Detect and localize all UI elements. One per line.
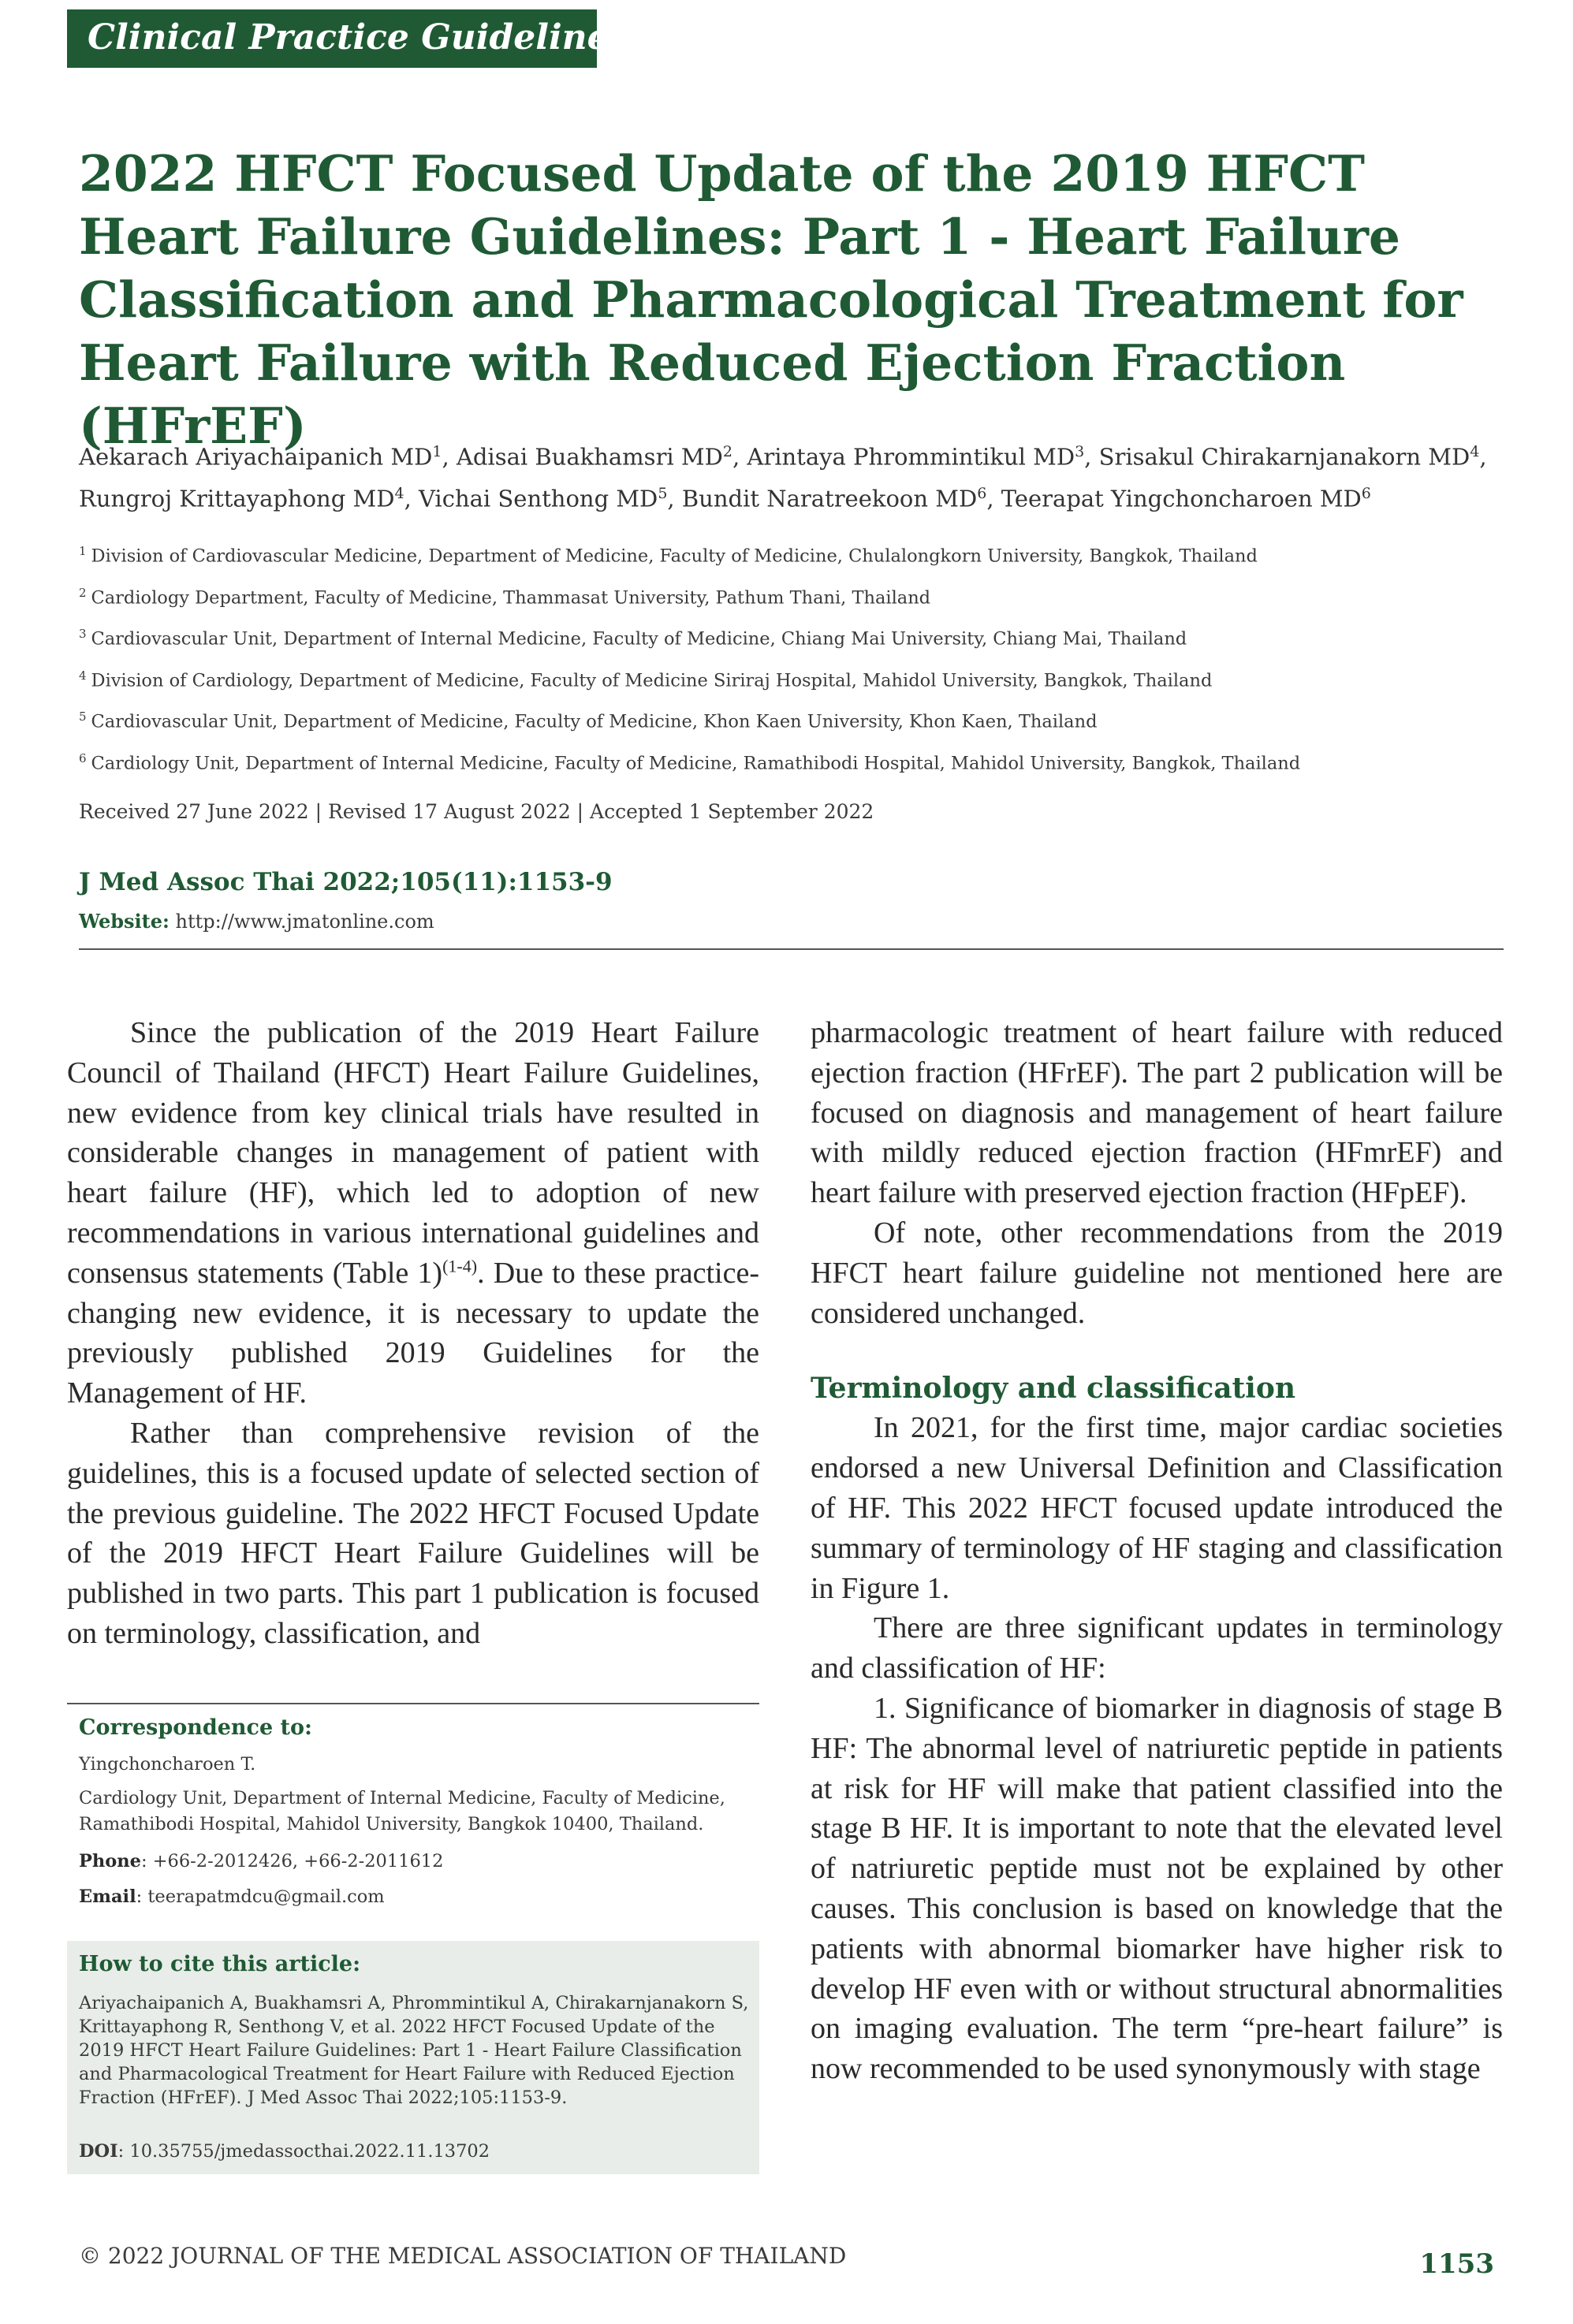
body-paragraph: Of note, other recommendations from the 2019 HFCT heart failure guideline not mentioned here are considered unchanged.	[811, 1216, 1503, 1330]
article-type-label: Clinical Practice Guideline	[88, 17, 609, 58]
body-paragraph: 1. Significance of biomarker in diagnosis of stage B HF: The abnormal level of natriuretic peptide in patients at risk for HF will make that patient classified into the stage B HF. It is important to note that the elevated level of natriuretic peptide must not be explained by other causes. This conclusion is based on knowledge that the patients with abnormal biomarker have higher risk to develop HF even with or without structural abnormalities on imaging evaluation. The term “pre-heart failure” is now recommended to be used synonymously with stage	[811, 1691, 1503, 2086]
author-affiliation-mark: 1	[432, 443, 442, 460]
affiliation-item	[79, 616, 1530, 657]
affiliation-number: 5	[79, 709, 87, 724]
author-name: Aekarach Ariyachaipanich MD	[79, 443, 433, 471]
article-title: 2022 HFCT Focused Update of the 2019 HFCT Heart Failure Guidelines: Part 1 - Heart Failure Classification and Pharmacological Treatment for Heart Failure with Reduced Ejection Fraction (HFrEF)	[79, 144, 1463, 455]
correspondence-name: Yingchoncharoen T.	[79, 1754, 256, 1775]
affiliation-item	[79, 575, 1530, 616]
affiliation-text: Cardiovascular Unit, Department of Internal Medicine, Faculty of Medicine, Chiang Mai University, Chiang Mai, Thailand	[91, 628, 1187, 650]
affiliation-text: Division of Cardiology, Department of Medicine, Faculty of Medicine Siriraj Hospital, Mahidol University, Bangkok, Thailand	[91, 670, 1213, 691]
author-name: Bundit Naratreekoon MD	[681, 485, 978, 512]
paragraph-text: Since the publication of the 2019 Heart Failure Council of Thailand (HFCT) Heart Failure Guidelines, new evidence from key clinical trials have resulted in considerable changes in management of patient with heart failure (HF), which led to adoption of new recommendations in various international guidelines and consensus statements (Table 1)	[67, 1016, 759, 1290]
phone-value: : +66-2-2012426, +66-2-2011612	[140, 1851, 444, 1871]
author-name: Rungroj Krittayaphong MD	[79, 485, 395, 512]
how-to-cite-heading: How to cite this article:	[79, 1952, 361, 1976]
doi-line	[79, 2140, 490, 2163]
journal-website	[79, 908, 434, 935]
author-name: Srisakul Chirakarnjanakorn MD	[1098, 443, 1470, 471]
affiliation-text: Division of Cardiovascular Medicine, Department of Medicine, Faculty of Medicine, Chulalongkorn University, Bangkok, Thailand	[91, 546, 1258, 567]
section-heading: Terminology and classification	[811, 1372, 1296, 1406]
journal-citation: J Med Assoc Thai 2022;105(11):1153-9	[79, 868, 613, 896]
correspondence-email	[79, 1884, 757, 1910]
body-left-column	[67, 1013, 759, 1654]
affiliation-text: Cardiology Unit, Department of Internal Medicine, Faculty of Medicine, Ramathibodi Hospital, Mahidol University, Bangkok, Thailand	[91, 753, 1301, 773]
author-affiliation-mark: 6	[1361, 484, 1371, 502]
website-link[interactable]: http://www.jmatonline.com	[175, 911, 434, 933]
correspondence-address: Cardiology Unit, Department of Internal Medicine, Faculty of Medicine, Ramathibodi Hospital, Mahidol University, Bangkok 10400, Thailand.	[79, 1788, 725, 1834]
author-list: Aekarach Ariyachaipanich $MD^1$, Adisai Buakhamsri $MD^2$, Arintaya Phrommintikul $MD^3$, Srisakul Chirakarnjanakorn $MD^4$, Rungroj Krittayaphong $MD^4$, Vichai Senthong $MD^5$, Bundit Naratreekoon $MD^6$, Teerapat Yingchoncharoen $MD^6$	[79, 443, 1487, 512]
body-paragraph	[67, 1013, 759, 1413]
citation-ref[interactable]: (1-4)	[442, 1256, 478, 1276]
affiliation-number: 2	[79, 585, 87, 600]
body-paragraph: Rather than comprehensive revision of the guidelines, this is a focused update of selected section of the previous guideline. The 2022 HFCT Focused Update of the 2019 HFCT Heart Failure Guidelines will be published in two parts. This part 1 publication is focused on terminology, classification, and	[67, 1416, 759, 1650]
affiliation-list	[79, 533, 1530, 781]
affiliation-number: 1	[79, 544, 87, 558]
affiliation-number: 4	[79, 668, 87, 683]
author-affiliation-mark: 3	[1075, 443, 1085, 460]
email-label: Email	[79, 1886, 136, 1907]
author-name: Arintaya Phrommintikul MD	[747, 443, 1075, 471]
body-right-column	[811, 1013, 1503, 2089]
section-spacer	[811, 1333, 1503, 1369]
affiliation-text: Cardiology Department, Faculty of Medicine, Thammasat University, Pathum Thani, Thailand	[91, 587, 931, 608]
author-name: Adisai Buakhamsri MD	[456, 443, 723, 471]
author-affiliation-mark: 4	[394, 484, 404, 502]
author-affiliation-mark: 2	[722, 443, 732, 460]
article-type-banner	[67, 9, 609, 68]
author-affiliation-mark: 5	[658, 484, 668, 502]
paragraph-text: . Due to these practice-changing new evidence, it is necessary to update the previously published 2019 Guidelines for the Management of HF.	[67, 1256, 759, 1410]
doi-value[interactable]: : 10.35755/jmedassocthai.2022.11.13702	[117, 2141, 490, 2162]
phone-label: Phone	[79, 1851, 141, 1871]
submission-dates: Received 27 June 2022 | Revised 17 August 2022 | Accepted 1 September 2022	[79, 800, 874, 823]
author-affiliation-mark: 4	[1470, 443, 1480, 460]
header-divider	[79, 948, 1504, 950]
body-paragraph: In 2021, for the first time, major cardiac societies endorsed a new Universal Definition and Classification of HF. This 2022 HFCT focused update introduced the summary of terminology of HF staging and classification in Figure 1.	[811, 1411, 1503, 1605]
author-affiliation-mark: 6	[977, 484, 987, 502]
correspondence-divider	[67, 1703, 759, 1704]
doi-label: DOI	[79, 2141, 118, 2162]
affiliation-text: Cardiovascular Unit, Department of Medicine, Faculty of Medicine, Khon Kaen University, Khon Kaen, Thailand	[91, 711, 1098, 732]
affiliation-number: 6	[79, 750, 87, 765]
citation-text: Ariyachaipanich A, Buakhamsri A, Phrommintikul A, Chirakarnjanakorn S, Krittayaphong R, Senthong V, et al. 2022 HFCT Focused Update of the 2019 HFCT Heart Failure Guidelines: Part 1 - Heart Failure Classification and Pharmacological Treatment for Heart Failure with Reduced Ejection Fraction (HFrEF). J Med Assoc Thai 2022;105:1153-9.	[79, 1993, 749, 2108]
author-name: Teerapat Yingchoncharoen MD	[1001, 485, 1362, 512]
correspondence-phone	[79, 1849, 757, 1875]
how-to-cite-box	[67, 1941, 759, 2174]
affiliation-item	[79, 698, 1530, 740]
page-number: 1153	[1419, 2248, 1494, 2280]
affiliation-item	[79, 533, 1530, 575]
body-paragraph: There are three significant updates in terminology and classification of HF:	[811, 1611, 1503, 1685]
affiliation-item	[79, 657, 1530, 699]
affiliation-number: 3	[79, 627, 87, 641]
email-value[interactable]: : teerapatmdcu@gmail.com	[136, 1886, 385, 1907]
affiliation-item	[79, 740, 1530, 782]
footer-copyright: © 2022 JOURNAL OF THE MEDICAL ASSOCIATION OF THAILAND	[79, 2243, 847, 2269]
body-paragraph: pharmacologic treatment of heart failure with reduced ejection fraction (HFrEF). The part 2 publication will be focused on diagnosis and management of heart failure with mildly reduced ejection fraction (HFmrEF) and heart failure with preserved ejection fraction (HFpEF).	[811, 1016, 1503, 1210]
website-label: Website:	[79, 910, 170, 933]
correspondence-heading: Correspondence to:	[79, 1715, 312, 1740]
author-name: Vichai Senthong MD	[419, 485, 658, 512]
